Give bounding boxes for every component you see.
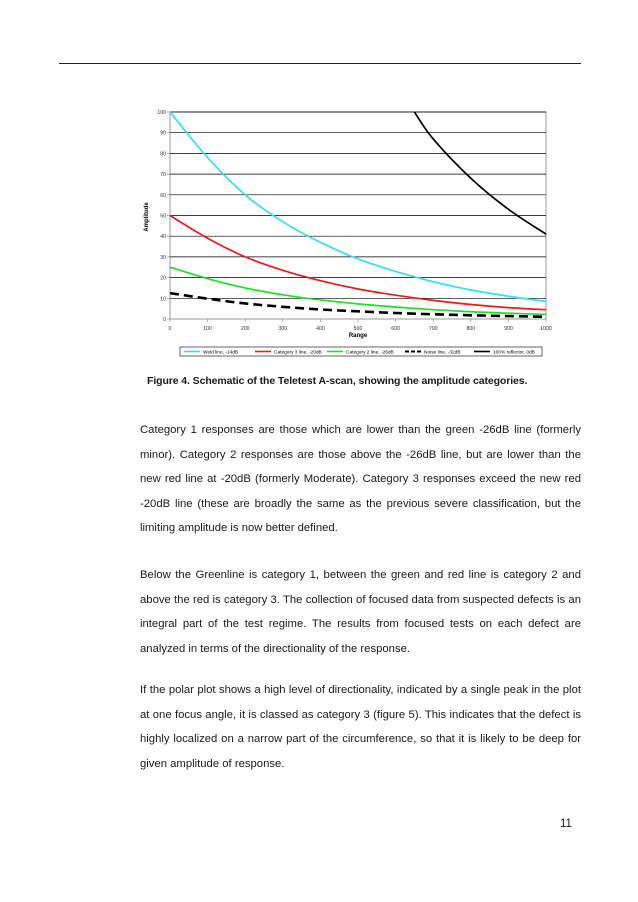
x-tick-label: 700 — [428, 326, 438, 332]
x-tick-label: 400 — [316, 326, 325, 332]
x-tick-label: 0 — [168, 326, 172, 332]
figure-caption: Figure 4. Schematic of the Teletest A-scan, showing the amplitude categories. — [147, 375, 528, 387]
y-tick-label: 60 — [160, 192, 166, 199]
y-tick-label: 80 — [160, 151, 166, 158]
legend-label-4: 100% reflector, 0dB — [493, 350, 535, 356]
x-tick-label: 600 — [391, 326, 400, 332]
x-tick-label: 200 — [240, 326, 250, 332]
header-rule — [59, 63, 581, 64]
a-scan-chart — [132, 100, 554, 362]
x-axis-ticks — [169, 319, 552, 332]
x-tick-label: 500 — [353, 326, 363, 332]
y-tick-label: 90 — [160, 130, 166, 137]
legend-label-3: Noise line, -32dB — [424, 350, 461, 356]
y-tick-label: 100 — [157, 110, 166, 116]
x-tick-label: 800 — [466, 326, 476, 332]
y-tick-label: 70 — [160, 172, 166, 179]
x-tick-label: 100 — [203, 326, 212, 332]
y-tick-label: 50 — [160, 213, 166, 220]
y-tick-label: 20 — [160, 275, 166, 282]
y-tick-label: 0 — [163, 317, 166, 323]
y-tick-label: 30 — [160, 254, 166, 261]
legend-label-2: Category 2 line, -26dB — [346, 350, 394, 356]
paragraph-2: Below the Greenline is category 1, between the green and red line is category 2 and above the red is category 3. The collection of focused data from suspected defects is an integral part of the test regime. The results from focused tests on each defect are analyzed in terms of the directionality of the response. — [140, 569, 581, 655]
x-tick-label: 300 — [278, 326, 288, 332]
paragraph-3: If the polar plot shows a high level of directionality, indicated by a single peak in the plot at one focus angle, it is classed as category 3 (figure 5). This indicates that the defect is highly localized on a narrow part of the circumference, so that it is likely to be deep for given amplitude of response. — [140, 684, 581, 770]
x-tick-label: 900 — [504, 326, 513, 332]
y-axis-ticks — [157, 110, 170, 323]
legend-label-1: Category 3 line, -20dB — [274, 350, 322, 356]
y-axis-label: Amplitude — [144, 202, 150, 232]
y-tick-label: 10 — [160, 296, 166, 303]
paragraph-1: Category 1 responses are those which are lower than the green -26dB line (formerly minor). Category 2 responses are those above the -26dB line, but are lower than the new red line at -20dB (formerly Moderate). Category 3 responses exceed the new red -20dB line (these are broadly the same as the previous severe classification, but the limiting amplitude is now better defined. — [140, 424, 581, 535]
x-axis-label: Range — [348, 333, 368, 339]
y-tick-label: 40 — [160, 234, 166, 241]
page-number: 11 — [560, 818, 572, 830]
x-tick-label: 1000 — [540, 326, 552, 332]
legend-label-0: Weld line, -14dB — [203, 350, 239, 356]
